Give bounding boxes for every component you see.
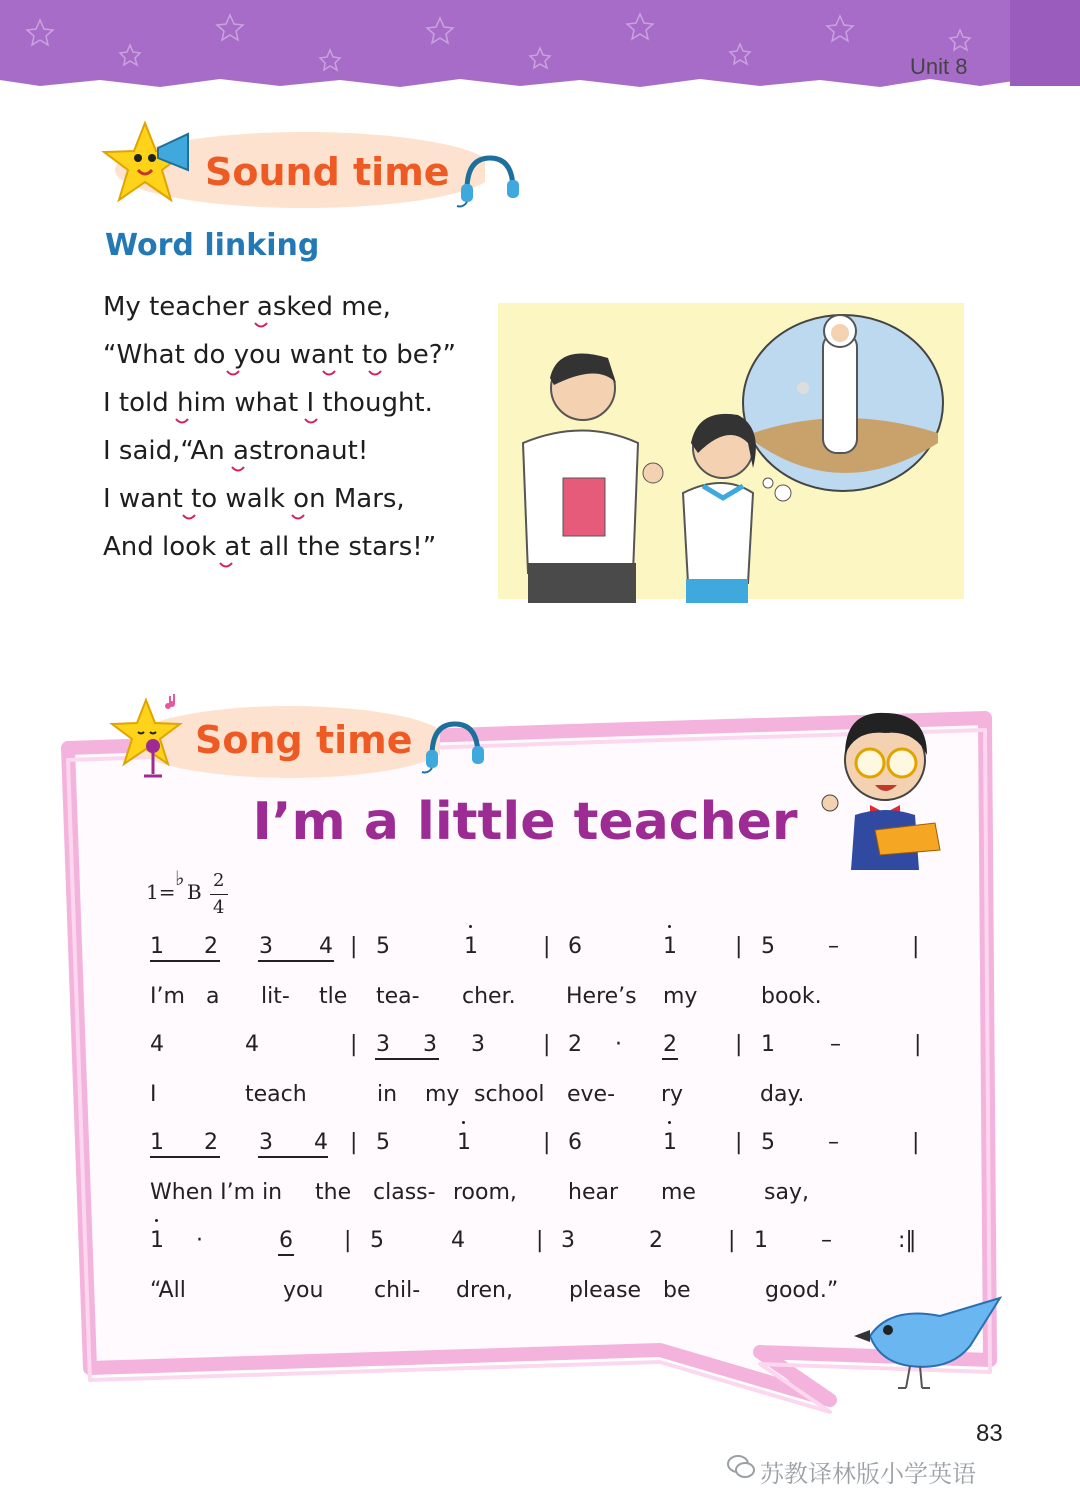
bar-line: | <box>536 1228 544 1253</box>
note: 2 <box>649 1228 663 1253</box>
note: 6 <box>568 1130 582 1155</box>
bar-line: | <box>543 1130 551 1155</box>
lyric: day. <box>760 1082 805 1107</box>
lyric: book. <box>761 984 822 1009</box>
poem-line: “What do you want to be?” <box>103 340 457 370</box>
bar-line: | <box>350 1130 358 1155</box>
lyric: good.” <box>765 1278 839 1303</box>
note: 1 <box>663 934 677 959</box>
headphones-icon[interactable] <box>420 716 490 776</box>
bar-line: | <box>735 1032 743 1057</box>
note: 1 <box>457 1130 471 1155</box>
note: 4 <box>314 1130 328 1155</box>
lyric: say, <box>764 1180 809 1205</box>
note: 1 <box>761 1032 775 1057</box>
lyric: hear <box>568 1180 619 1205</box>
bar-line: | <box>912 1130 920 1155</box>
note: 6 <box>279 1228 293 1253</box>
poem-line: I told him what I thought. <box>103 388 433 418</box>
note: 3 <box>376 1032 390 1057</box>
note: 1 <box>663 1130 677 1155</box>
lyric: When I’m in <box>150 1180 283 1205</box>
star-microphone-icon <box>108 690 188 780</box>
lyric: I <box>150 1082 157 1107</box>
note: 4 <box>245 1032 259 1057</box>
beat-underline <box>278 1254 294 1256</box>
lyric: the <box>315 1180 352 1205</box>
note: 1 <box>150 1228 164 1253</box>
lyric: my <box>425 1082 460 1107</box>
dash: – <box>830 1032 841 1057</box>
dash: – <box>828 1130 839 1155</box>
lyric: I’m <box>150 984 185 1009</box>
lyric: Here’s <box>566 984 637 1009</box>
beat-underline <box>375 1058 439 1060</box>
note: 5 <box>376 1130 390 1155</box>
lyric: dren, <box>456 1278 513 1303</box>
note: 4 <box>150 1032 164 1057</box>
word-linking-subtitle: Word linking <box>105 228 320 263</box>
note: 1 <box>464 934 478 959</box>
lyric: my <box>663 984 698 1009</box>
bar-line: | <box>543 1032 551 1057</box>
bar-line: | <box>735 1130 743 1155</box>
time-signature-top: 2 <box>213 870 225 891</box>
song-name: I’m a little teacher <box>252 792 798 852</box>
lyric: me <box>661 1180 696 1205</box>
time-signature-bottom: 4 <box>213 897 225 918</box>
poem-line: I said,“An astronaut! <box>103 436 369 466</box>
note: 1 <box>150 1130 164 1155</box>
bar-line: | <box>344 1228 352 1253</box>
octave-dot <box>155 1219 158 1222</box>
note: 2 <box>204 1130 218 1155</box>
teacher-student-illustration <box>498 303 964 603</box>
repeat-end: :‖ <box>898 1228 917 1253</box>
lyric: class- <box>373 1180 436 1205</box>
bar-line: | <box>350 934 358 959</box>
note: 2 <box>204 934 218 959</box>
song-time-title: Song time <box>195 718 413 762</box>
lyric: in <box>377 1082 398 1107</box>
poem-line: My teacher asked me, <box>103 292 391 322</box>
lyric: a <box>206 984 220 1009</box>
bar-line: | <box>350 1032 358 1057</box>
key-note: B <box>187 880 202 904</box>
lyric: be <box>663 1278 691 1303</box>
note: 2 <box>568 1032 582 1057</box>
octave-dot <box>462 1121 465 1124</box>
note: 5 <box>761 934 775 959</box>
note: 2 <box>663 1032 677 1057</box>
note: 5 <box>376 934 390 959</box>
note: 6 <box>568 934 582 959</box>
beat-underline <box>258 960 334 962</box>
lyric: chil- <box>374 1278 421 1303</box>
bar-line: | <box>912 934 920 959</box>
watermark: 苏教译林版小学英语 <box>760 1460 976 1488</box>
note: 1 <box>150 934 164 959</box>
lyric: ry <box>661 1082 684 1107</box>
octave-dot <box>668 1121 671 1124</box>
wechat-icon <box>726 1452 756 1482</box>
dash: – <box>828 934 839 959</box>
lyric: cher. <box>462 984 516 1009</box>
lyric: “All <box>150 1278 186 1303</box>
lyric: lit- <box>261 984 290 1009</box>
key-flat: ♭ <box>175 866 185 890</box>
note: 3 <box>259 934 273 959</box>
key-prefix: 1= <box>146 880 176 904</box>
note: 3 <box>423 1032 437 1057</box>
lyric: eve- <box>567 1082 616 1107</box>
unit-label: Unit 8 <box>910 54 968 79</box>
lyric: please <box>569 1278 642 1303</box>
poem-line: And look at all the stars!” <box>103 532 437 562</box>
bar-line: | <box>543 934 551 959</box>
beat-underline <box>258 1156 328 1158</box>
sound-time-title: Sound time <box>205 150 450 194</box>
note: 3 <box>561 1228 575 1253</box>
octave-dot <box>469 925 472 928</box>
page-number: 83 <box>976 1420 1003 1447</box>
dot-note: · <box>196 1228 203 1253</box>
dot-note: · <box>615 1032 622 1057</box>
lyric: school <box>474 1082 545 1107</box>
lyric: you <box>283 1278 324 1303</box>
lyric: room, <box>453 1180 517 1205</box>
note: 5 <box>370 1228 384 1253</box>
note: 1 <box>754 1228 768 1253</box>
bird-icon <box>850 1296 1010 1396</box>
lyric: teach <box>245 1082 307 1107</box>
beat-underline <box>150 1156 220 1158</box>
note: 4 <box>451 1228 465 1253</box>
bar-line: | <box>735 934 743 959</box>
bar-line: | <box>914 1032 922 1057</box>
beat-underline <box>150 960 220 962</box>
poem-line: I want to walk on Mars, <box>103 484 405 514</box>
dash: – <box>821 1228 832 1253</box>
octave-dot <box>668 925 671 928</box>
lyric: tea- <box>376 984 420 1009</box>
lyric: tle <box>319 984 348 1009</box>
note: 4 <box>319 934 333 959</box>
time-signature-bar <box>210 894 228 895</box>
note: 3 <box>471 1032 485 1057</box>
bar-line: | <box>728 1228 736 1253</box>
note: 5 <box>761 1130 775 1155</box>
note: 3 <box>259 1130 273 1155</box>
beat-underline <box>662 1058 678 1060</box>
